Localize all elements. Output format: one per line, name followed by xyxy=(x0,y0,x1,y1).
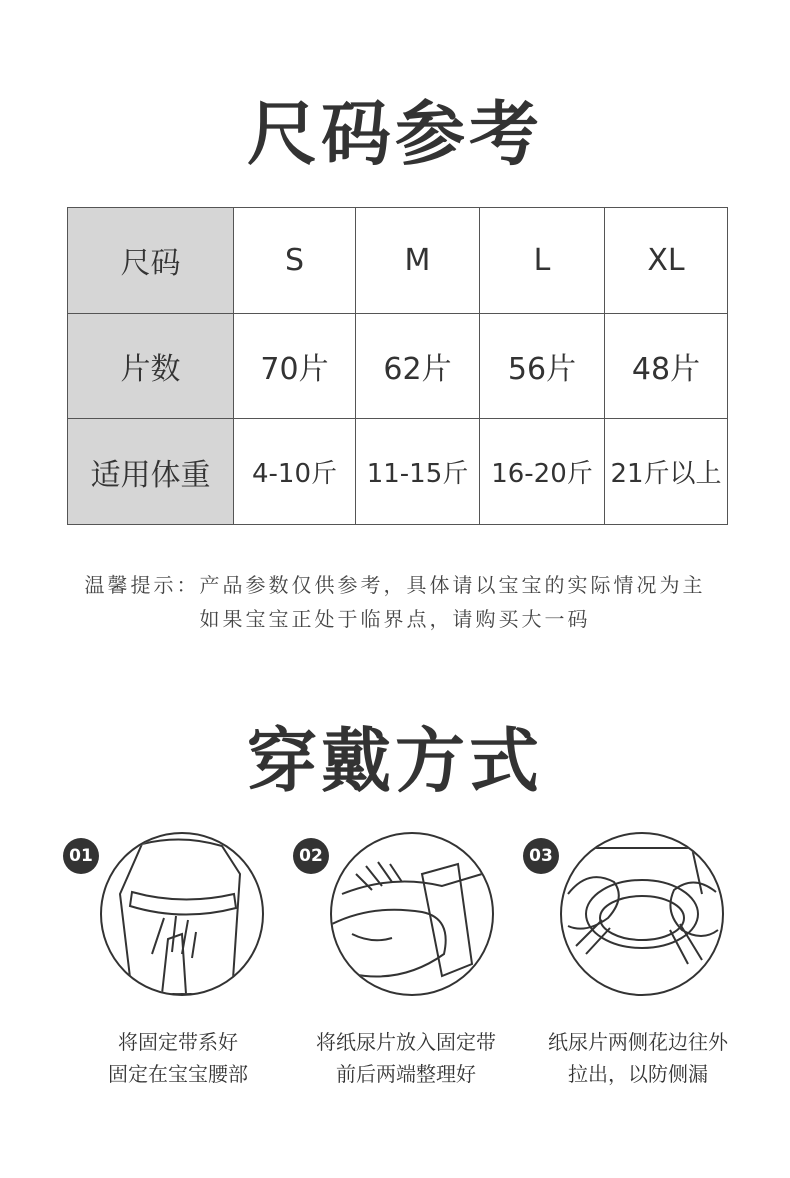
caption-line: 前后两端整理好 xyxy=(336,1062,476,1086)
weight-cell: 21斤以上 xyxy=(605,419,728,525)
tip-text: 温馨提示：产品参数仅供参考，具体请以宝宝的实际情况为主 xyxy=(84,573,706,597)
row-header-weight: 适用体重 xyxy=(68,419,234,525)
table-row xyxy=(68,313,728,419)
step-number-badge: 01 xyxy=(63,838,99,874)
step-2-caption xyxy=(276,1026,536,1090)
caption-line: 拉出，以防侧漏 xyxy=(568,1062,708,1086)
caption-line: 固定在宝宝腰部 xyxy=(108,1062,248,1086)
size-cell: L xyxy=(480,208,605,314)
count-cell: 56片 xyxy=(480,313,605,419)
size-cell: XL xyxy=(605,208,728,314)
size-cell: M xyxy=(356,208,480,314)
step-number-badge: 02 xyxy=(293,838,329,874)
table-row xyxy=(68,208,728,314)
insert-pad-illustration xyxy=(330,832,494,996)
weight-cell: 11-15斤 xyxy=(356,419,480,525)
size-table xyxy=(67,207,728,525)
caption-line: 纸尿片两侧花边往外 xyxy=(548,1030,728,1054)
row-header-size: 尺码 xyxy=(68,208,234,314)
size-section-title: 尺码参考 xyxy=(247,93,543,175)
count-cell: 62片 xyxy=(356,313,480,419)
step-3-caption xyxy=(508,1026,768,1090)
row-header-count: 片数 xyxy=(68,313,234,419)
caption-line: 将固定带系好 xyxy=(118,1030,238,1054)
step-number-badge: 03 xyxy=(523,838,559,874)
step-3 xyxy=(523,830,763,1000)
step-1-caption xyxy=(48,1026,308,1090)
step-2 xyxy=(293,830,533,1000)
waist-strap-illustration xyxy=(100,832,264,996)
wear-section-title: 穿戴方式 xyxy=(247,720,543,802)
pull-ruffles-illustration xyxy=(560,832,724,996)
size-cell: S xyxy=(234,208,356,314)
table-row xyxy=(68,419,728,525)
tip-text-2: 如果宝宝正处于临界点，请购买大一码 xyxy=(199,607,591,631)
count-cell: 48片 xyxy=(605,313,728,419)
caption-line: 将纸尿片放入固定带 xyxy=(316,1030,496,1054)
weight-cell: 16-20斤 xyxy=(480,419,605,525)
weight-cell: 4-10斤 xyxy=(234,419,356,525)
count-cell: 70片 xyxy=(234,313,356,419)
step-1 xyxy=(63,830,303,1000)
